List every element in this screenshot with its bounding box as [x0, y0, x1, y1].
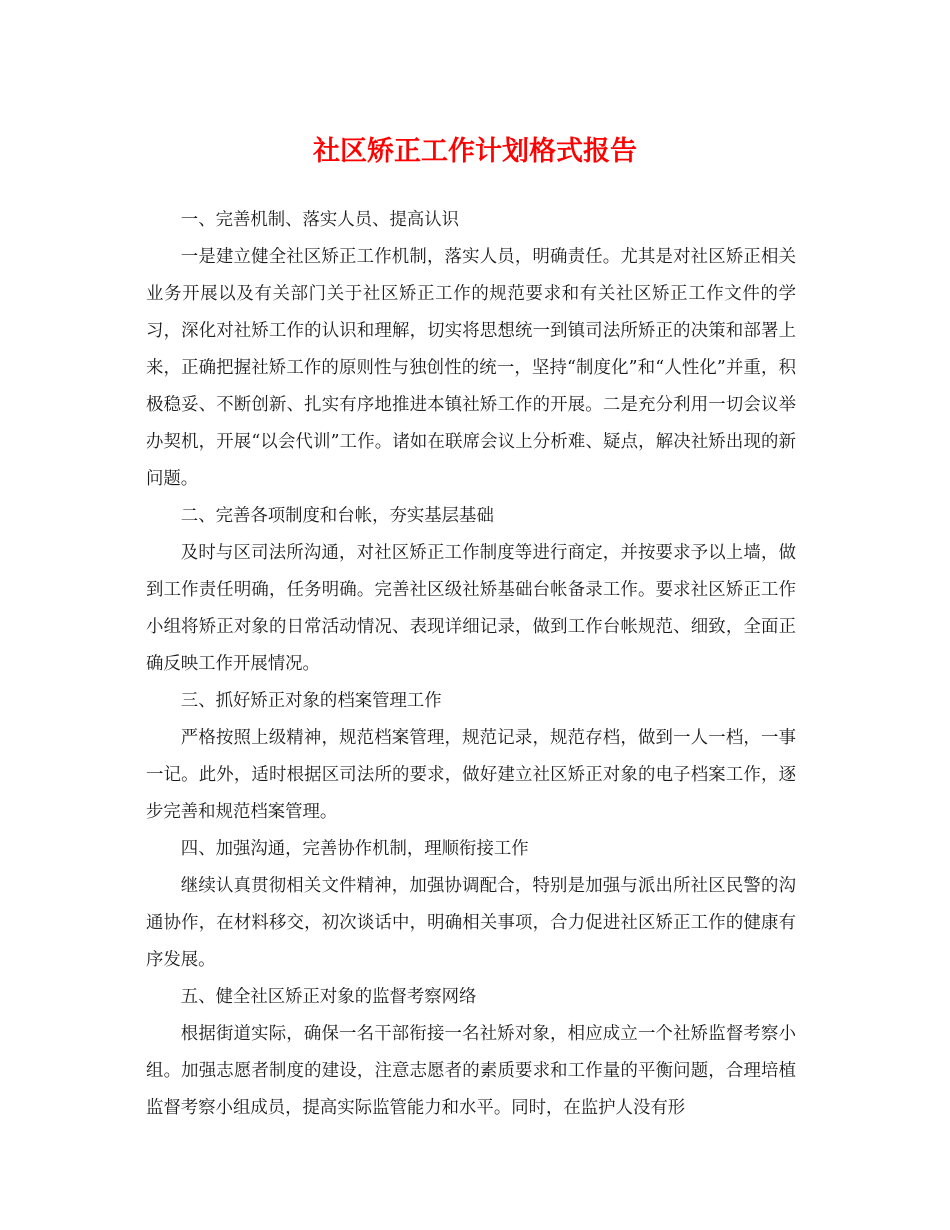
paragraph-3: 严格按照上级精神，规范档案管理，规范记录，规范存档，做到一人一档，一事一记。此外，适时根据区司法所的要求，做好建立社区矫正对象的电子档案工作，逐步完善和规范档案管理。: [146, 728, 796, 822]
paragraph-1: 一是建立健全社区矫正工作机制，落实人员，明确责任。尤其是对社区矫正相关业务开展以及有关部门关于社区矫正工作的规范要求和有关社区矫正工作文件的学习，深化对社矫工作的认识和理解，切实将思想统一到镇司法所矫正的决策和部署上来，正确把握社矫工作的原则性与独创性的统一，坚持“制度化”和“人性化”并重，积极稳妥、不断创新、扎实有序地推进本镇社矫工作的开展。二是充分利用一切会议举办契机，开展“以会代训”工作。诸如在联席会议上分析难、疑点，解决社矫出现的新问题。: [146, 247, 796, 489]
document-title: 社区矫正工作计划格式报告: [313, 136, 637, 167]
section-heading-4: 四、加强沟通，完善协作机制，理顺衔接工作: [180, 839, 529, 859]
document-body: [146, 202, 796, 1127]
paragraph-4: 继续认真贯彻相关文件精神，加强协调配合，特别是加强与派出所社区民警的沟通协作，在材料移交，初次谈话中，明确相关事项，合力促进社区矫正工作的健康有序发展。: [146, 876, 796, 970]
section-heading-5: 五、健全社区矫正对象的监督考察网络: [180, 987, 477, 1007]
paragraph-2: 及时与区司法所沟通，对社区矫正工作制度等进行商定，并按要求予以上墙，做到工作责任明确，任务明确。完善社区级社矫基础台帐备录工作。要求社区矫正工作小组将矫正对象的日常活动情况、表现详细记录，做到工作台帐规范、细致，全面正确反映工作开展情况。: [146, 543, 796, 674]
section-heading-1: 一、完善机制、落实人员、提高认识: [180, 210, 460, 230]
section-heading-2: 二、完善各项制度和台帐，夯实基层基础: [180, 506, 494, 526]
section-heading-3: 三、抓好矫正对象的档案管理工作: [180, 691, 442, 711]
paragraph-5: 根据街道实际，确保一名干部衔接一名社矫对象，相应成立一个社矫监督考察小组。加强志愿者制度的建设，注意志愿者的素质要求和工作量的平衡问题，合理培植监督考察小组成员，提高实际监管能力和水平。同时，在监护人没有形: [146, 1024, 796, 1118]
